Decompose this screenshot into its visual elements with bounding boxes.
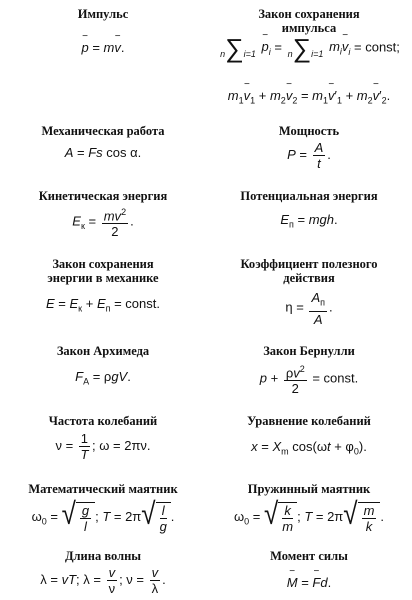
formula-card-momentum-conservation — [206, 0, 412, 120]
formula-archimedes: $F_A = \rho gV$. — [75, 369, 131, 387]
formula-title: Математический маятник — [28, 482, 178, 496]
formula-impulse: p − = mv −. — [0, 40, 206, 55]
formula-title: Закон Архимеда — [56, 344, 150, 358]
formula-card-efficiency — [206, 250, 412, 340]
formula-title: Частота колебаний — [48, 414, 158, 428]
formula-title: Уравнение колебаний — [247, 414, 371, 428]
formula-title: Длина волны — [64, 549, 142, 563]
formula-card-power — [206, 120, 412, 185]
formula-title: Коэффициент полезного действия — [240, 257, 378, 285]
formula-math-pendulum: $\omega_0$ = √ $\frac{g}{l}$ ; T = 2π √ $\frac{l}{g}$ . — [31, 495, 175, 534]
formula-title: Механическая работа — [41, 124, 165, 138]
formula-wavelength: λ = vT; λ = $\frac{v}{\nu}$ ; ν = $\frac{v}{\lambda}$ . — [40, 565, 166, 596]
formula-card-impulse — [0, 0, 206, 120]
formula-title: Закон сохранения импульса — [258, 7, 360, 35]
formula-card-math-pendulum — [0, 475, 206, 545]
formula-power: P = $\frac{A}{t}$ . — [287, 140, 331, 171]
formula-card-torque — [206, 545, 412, 600]
formula-title: Момент силы — [270, 549, 348, 563]
formula-title: Закон сохранения энергии в механике — [47, 257, 159, 285]
formula-title: Потенциальная энергия — [240, 189, 378, 203]
formula-title: Кинетическая энергия — [38, 189, 168, 203]
formula-card-frequency — [0, 405, 206, 475]
formula-title: Закон Бернулли — [263, 344, 355, 358]
formula-spring-pendulum: $\omega_0$ = √ $\frac{k}{m}$ ; T = 2π √ $\frac{m}{k}$ . — [233, 495, 385, 534]
formula-card-archimedes — [0, 340, 206, 405]
formula-bernoulli: p + $\frac{\rho v^2}{2}$ = const. — [259, 364, 359, 397]
formula-momentum-sum: n∑i=1 $p -_i = n\sum i=1$ $m_iv -_i$ = const; — [206, 36, 412, 60]
formula-potential-energy: $E_п$ = mgh. — [280, 212, 338, 230]
formula-card-wavelength — [0, 545, 206, 600]
formula-title: Импульс — [77, 7, 129, 21]
formula-energy-conservation: $E = E_к + E_п$ = const. — [46, 296, 160, 314]
formula-card-work — [0, 120, 206, 185]
formula-oscillation-equation: $x = X_m$ $\cos(\omega t + \varphi_0)$. — [251, 439, 367, 457]
formula-torque: M − = F −d. — [206, 575, 412, 590]
formula-momentum-two-bodies: $m_1v -_1 + m_2v -_2 = m_1v -'_1 + m_2v -'_2$. — [206, 88, 412, 106]
formula-card-spring-pendulum — [206, 475, 412, 545]
formula-work: A = Fs cos α. — [64, 145, 142, 160]
formula-card-bernoulli — [206, 340, 412, 405]
formula-title: Мощность — [278, 124, 340, 138]
formula-title: Пружинный маятник — [247, 482, 371, 496]
formula-kinetic-energy: $E_к$ = $\frac{mv^2}{2}$ . — [72, 207, 134, 240]
formula-card-potential-energy — [206, 185, 412, 250]
formula-frequency: ν = $\frac{1}{T}$ ; ω = 2πν. — [55, 431, 151, 462]
formula-card-energy-conservation — [0, 250, 206, 340]
formula-efficiency: η = $A_п$ A . — [285, 290, 333, 327]
formula-card-oscillation-equation — [206, 405, 412, 475]
formula-card-kinetic-energy — [0, 185, 206, 250]
